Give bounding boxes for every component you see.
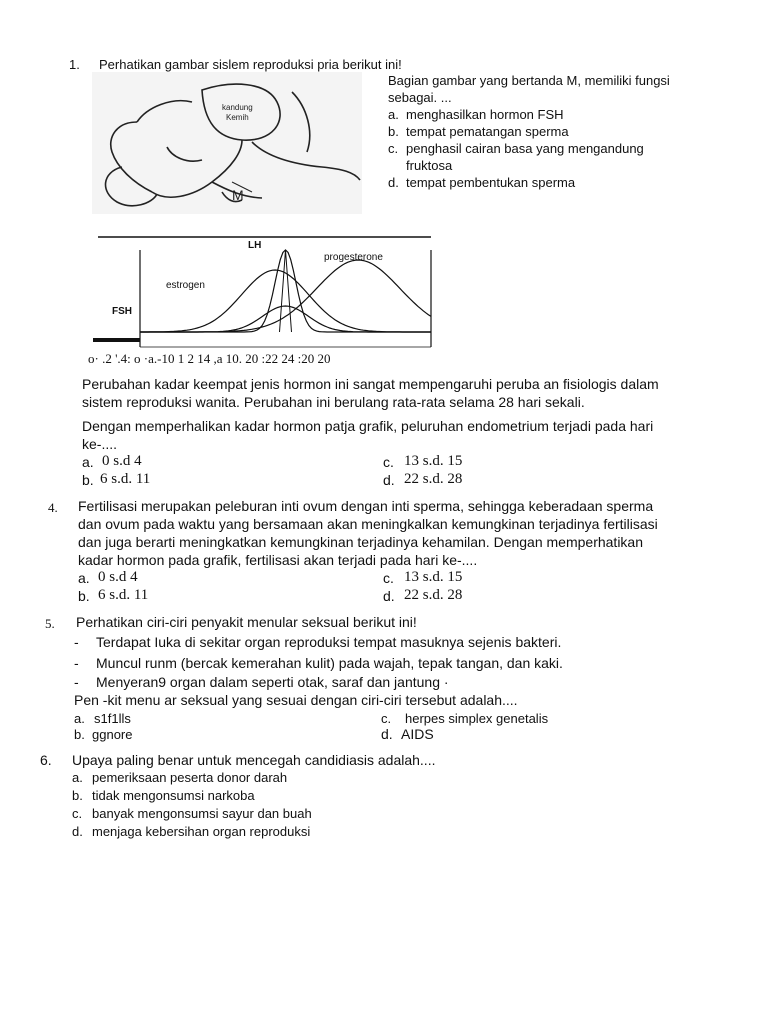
q1-option-b: tempat pematangan sperma: [406, 124, 569, 139]
q4-line3: dan juga berarti meningkatkan kemungkinan terjadinya kehamilan. Dengan memperhatikan: [78, 534, 644, 550]
q1-option-c-letter: c.: [388, 141, 399, 156]
q5-bullet-dash-3: -: [74, 674, 79, 690]
series-label-lh: LH: [248, 240, 262, 251]
q6-option-d: menjaga kebersihan organ reproduksi: [92, 824, 311, 839]
q4-line4: kadar hormon pada grafik, fertilisasi akan terjadi pada hari ke-....: [78, 552, 478, 568]
q6-option-c: banyak mengonsumsi sayur dan buah: [92, 806, 312, 821]
q5-bullet-3: Menyeran9 organ dalam seperti otak, saraf dan jantung ·: [96, 674, 449, 690]
q3-option-a-letter: a.: [82, 454, 94, 470]
hormone-chart: [88, 232, 440, 368]
curve-progesterone: [140, 260, 431, 332]
q1-side-text-2: sebagai. ...: [388, 90, 452, 105]
q5-bullet-2: Muncul runm (bercak kemerahan kulit) pada wajah, tepak tangan, dan kaki.: [96, 655, 563, 671]
q3-option-c: 13 s.d. 15: [404, 453, 463, 469]
q6-option-c-letter: c.: [72, 806, 83, 821]
q6-option-b: tidak mengonsumsi narkoba: [92, 788, 255, 803]
q5-bullet-dash-1: -: [74, 634, 79, 650]
q5-option-d-letter: d.: [381, 726, 393, 742]
q3-para2-line2: ke-....: [82, 436, 118, 452]
series-label-estrogen: estrogen: [166, 280, 205, 291]
q4-option-b: 6 s.d. 11: [98, 587, 149, 603]
q5-stem: Perhatikan ciri-ciri penyakit menular seksual berikut ini!: [76, 614, 417, 630]
q3-para1-line1: Perubahan kadar keempat jenis hormon ini sangat mempengaruhi peruba an fisiologis dalam: [82, 376, 659, 392]
q1-number: 1.: [69, 57, 80, 72]
q5-option-c-letter: c.: [381, 711, 392, 726]
q6-option-d-letter: d.: [72, 824, 83, 839]
q1-option-c-cont: fruktosa: [406, 158, 453, 173]
male-reproductive-figure: [92, 72, 362, 214]
q3-para2-line1: Dengan memperhalikan kadar hormon patja grafik, peluruhan endometrium terjadi pada hari: [82, 418, 654, 434]
q5-option-b-letter: b.: [74, 727, 85, 742]
series-label-progesterone: progesterone: [324, 252, 383, 263]
q3-option-c-letter: c.: [383, 454, 394, 470]
q4-option-a: 0 s.d 4: [98, 569, 138, 585]
q3-option-d-letter: d.: [383, 472, 395, 488]
q4-option-d: 22 s.d. 28: [404, 587, 463, 603]
q5-option-d: AIDS: [401, 726, 434, 742]
label-kandung: kandung: [222, 103, 253, 112]
q3-option-a: 0 s.d 4: [102, 453, 142, 469]
q5-question: Pen -kit menu ar seksual yang sesuai dengan ciri-ciri tersebut adalah....: [74, 692, 518, 708]
q6-number: 6.: [40, 752, 52, 768]
q3-para1-line2: sistem reproduksi wanita. Perubahan ini berulang rata-rata selama 28 hari sekali.: [82, 394, 585, 410]
q1-option-d: tempat pembentukan sperma: [406, 175, 576, 190]
chart-x-tick-labels: o· .2 '.4: o ·a.-10 1 2 14 ,a 10. 20 :22 24 :20 20: [88, 351, 331, 366]
curve-fsh: [140, 306, 431, 332]
q1-side-text-1: Bagian gambar yang bertanda M, memiliki fungsi: [388, 73, 670, 88]
q6-option-a-letter: a.: [72, 770, 83, 785]
q4-option-a-letter: a.: [78, 570, 90, 586]
q1-option-b-letter: b.: [388, 124, 399, 139]
q5-option-a-letter: a.: [74, 711, 85, 726]
q5-bullet-dash-2: -: [74, 655, 79, 671]
q6-option-a: pemeriksaan peserta donor darah: [92, 770, 288, 785]
q4-option-c-letter: c.: [383, 570, 394, 586]
label-kemih: Kemih: [226, 113, 249, 122]
series-label-fsh: FSH: [112, 306, 132, 317]
q3-option-b: 6 s.d. 11: [100, 471, 151, 487]
q3-option-d: 22 s.d. 28: [404, 471, 463, 487]
q6-option-b-letter: b.: [72, 788, 83, 803]
q4-option-d-letter: d.: [383, 588, 395, 604]
q3-option-b-letter: b.: [82, 472, 94, 488]
q1-option-a-letter: a.: [388, 107, 399, 122]
q5-option-b: ggnore: [92, 727, 133, 742]
q5-number: 5.: [45, 616, 55, 631]
q4-option-b-letter: b.: [78, 588, 90, 604]
q5-option-a: s1f1lls: [94, 711, 131, 726]
q4-line1: Fertilisasi merupakan peleburan inti ovum dengan inti sperma, sehingga keberadaan sperma: [78, 498, 654, 514]
q1-stem: Perhatikan gambar sislem reproduksi pria berikut ini!: [99, 57, 402, 72]
q1-option-d-letter: d.: [388, 175, 399, 190]
q5-bullet-1: Terdapat Iuka di sekitar organ reproduksi tempat masuknya sejenis bakteri.: [96, 634, 562, 650]
curve-lh: [140, 250, 431, 332]
q4-option-c: 13 s.d. 15: [404, 569, 463, 585]
q4-number: 4.: [48, 500, 58, 515]
q5-option-c: herpes simplex genetalis: [405, 711, 549, 726]
label-m-marker: M: [232, 187, 244, 203]
q1-option-a: menghasilkan hormon FSH: [406, 107, 564, 122]
q6-stem: Upaya paling benar untuk mencegah candidiasis adalah....: [72, 752, 436, 768]
q4-line2: dan ovum pada waktu yang bersamaan akan meningkalkan kemungkinan terjadinya fertilisasi: [78, 516, 658, 532]
q1-option-c: penghasil cairan basa yang mengandung: [406, 141, 644, 156]
